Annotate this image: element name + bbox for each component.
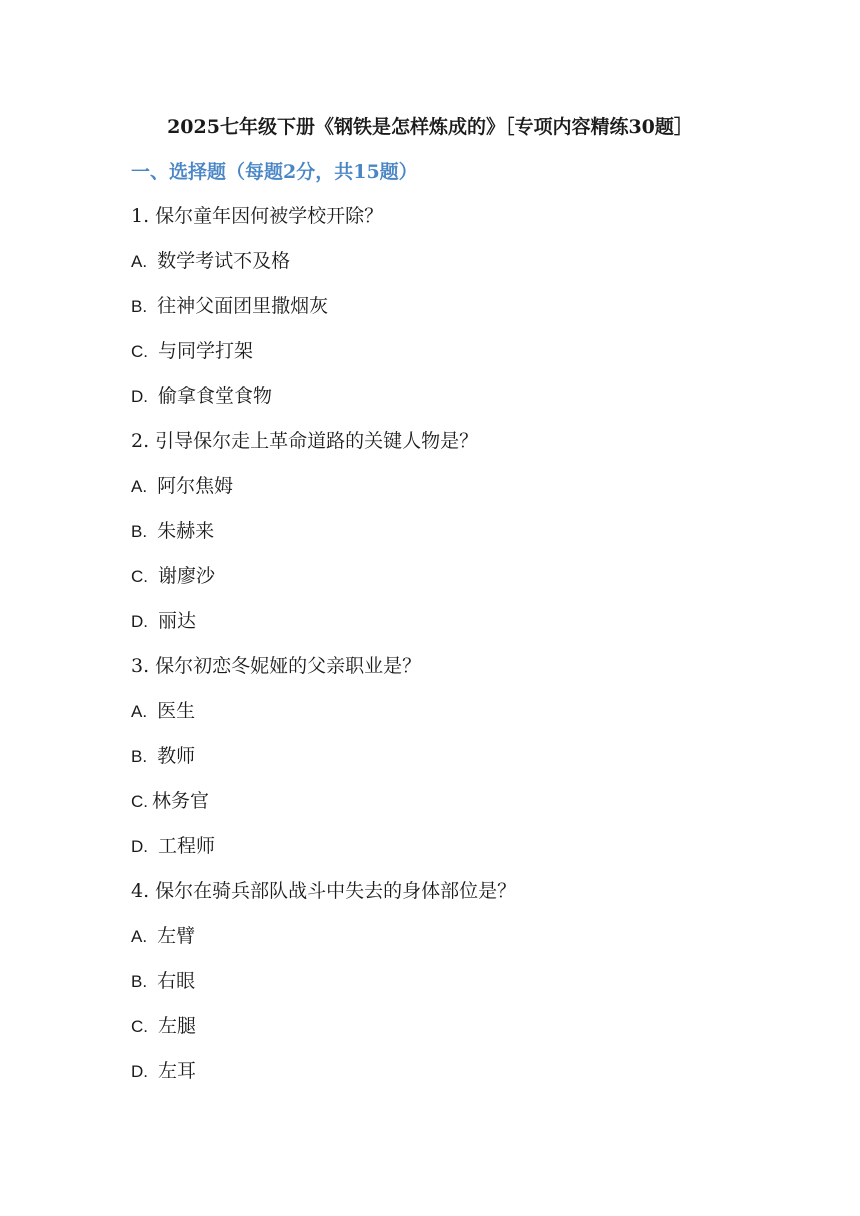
- question-4-option-a: [131, 920, 751, 965]
- option-text: 丽达: [158, 610, 197, 632]
- question-1-option-a: [131, 245, 751, 290]
- option-text: 与同学打架: [158, 340, 254, 362]
- question-2: [131, 425, 751, 470]
- option-letter: D.: [131, 387, 148, 406]
- question-text: 1. 保尔童年因何被学校开除？: [131, 205, 384, 227]
- option-text: 谢廖沙: [158, 565, 216, 587]
- option-text: 偷拿食堂食物: [158, 385, 273, 407]
- option-text: 数学考试不及格: [157, 250, 291, 272]
- question-text: 3. 保尔初恋冬妮娅的父亲职业是？: [131, 655, 422, 677]
- option-text: 教师: [157, 745, 196, 767]
- question-text: 4. 保尔在骑兵部队战斗中失去的身体部位是？: [131, 880, 517, 902]
- option-letter: C.: [131, 792, 148, 811]
- option-text: 医生: [157, 700, 196, 722]
- question-4: [131, 875, 751, 920]
- question-2-option-b: [131, 515, 751, 560]
- question-1-option-b: [131, 290, 751, 335]
- option-letter: C.: [131, 567, 148, 586]
- question-1: [131, 200, 751, 245]
- option-letter: A.: [131, 702, 148, 721]
- option-text: 右眼: [157, 970, 196, 992]
- question-4-option-b: [131, 965, 751, 1010]
- option-letter: B.: [131, 522, 148, 541]
- option-text: 阿尔焦姆: [157, 475, 234, 497]
- option-letter: C.: [131, 342, 148, 361]
- question-3: [131, 650, 751, 695]
- question-3-option-a: [131, 695, 751, 740]
- option-text: 左耳: [158, 1060, 197, 1082]
- question-1-option-c: [131, 335, 751, 380]
- question-3-option-c: [131, 785, 751, 830]
- question-4-option-c: [131, 1010, 751, 1055]
- question-list: [131, 200, 751, 1100]
- option-text: 朱赫来: [157, 520, 215, 542]
- option-text: 左腿: [158, 1015, 197, 1037]
- question-2-option-a: [131, 470, 751, 515]
- option-letter: A.: [131, 477, 148, 496]
- question-3-option-d: [131, 830, 751, 875]
- option-text: 林务官: [152, 790, 210, 812]
- option-letter: A.: [131, 927, 148, 946]
- document-title: 2025七年级下册《钢铁是怎样炼成的》［专项内容精练30题］: [167, 116, 693, 138]
- option-text: 左臂: [157, 925, 196, 947]
- option-letter: B.: [131, 297, 148, 316]
- option-letter: B.: [131, 747, 148, 766]
- question-2-option-d: [131, 605, 751, 650]
- question-2-option-c: [131, 560, 751, 605]
- section-heading-multiple-choice: 一、选择题（每题2分，共15题）: [131, 161, 418, 183]
- option-letter: D.: [131, 1062, 148, 1081]
- option-letter: A.: [131, 252, 148, 271]
- question-3-option-b: [131, 740, 751, 785]
- question-text: 2. 引导保尔走上革命道路的关键人物是？: [131, 430, 479, 452]
- option-text: 往神父面团里撒烟灰: [157, 295, 329, 317]
- option-letter: D.: [131, 837, 148, 856]
- question-4-option-d: [131, 1055, 751, 1100]
- option-letter: C.: [131, 1017, 148, 1036]
- option-letter: D.: [131, 612, 148, 631]
- question-1-option-d: [131, 380, 751, 425]
- option-text: 工程师: [158, 835, 216, 857]
- option-letter: B.: [131, 972, 148, 991]
